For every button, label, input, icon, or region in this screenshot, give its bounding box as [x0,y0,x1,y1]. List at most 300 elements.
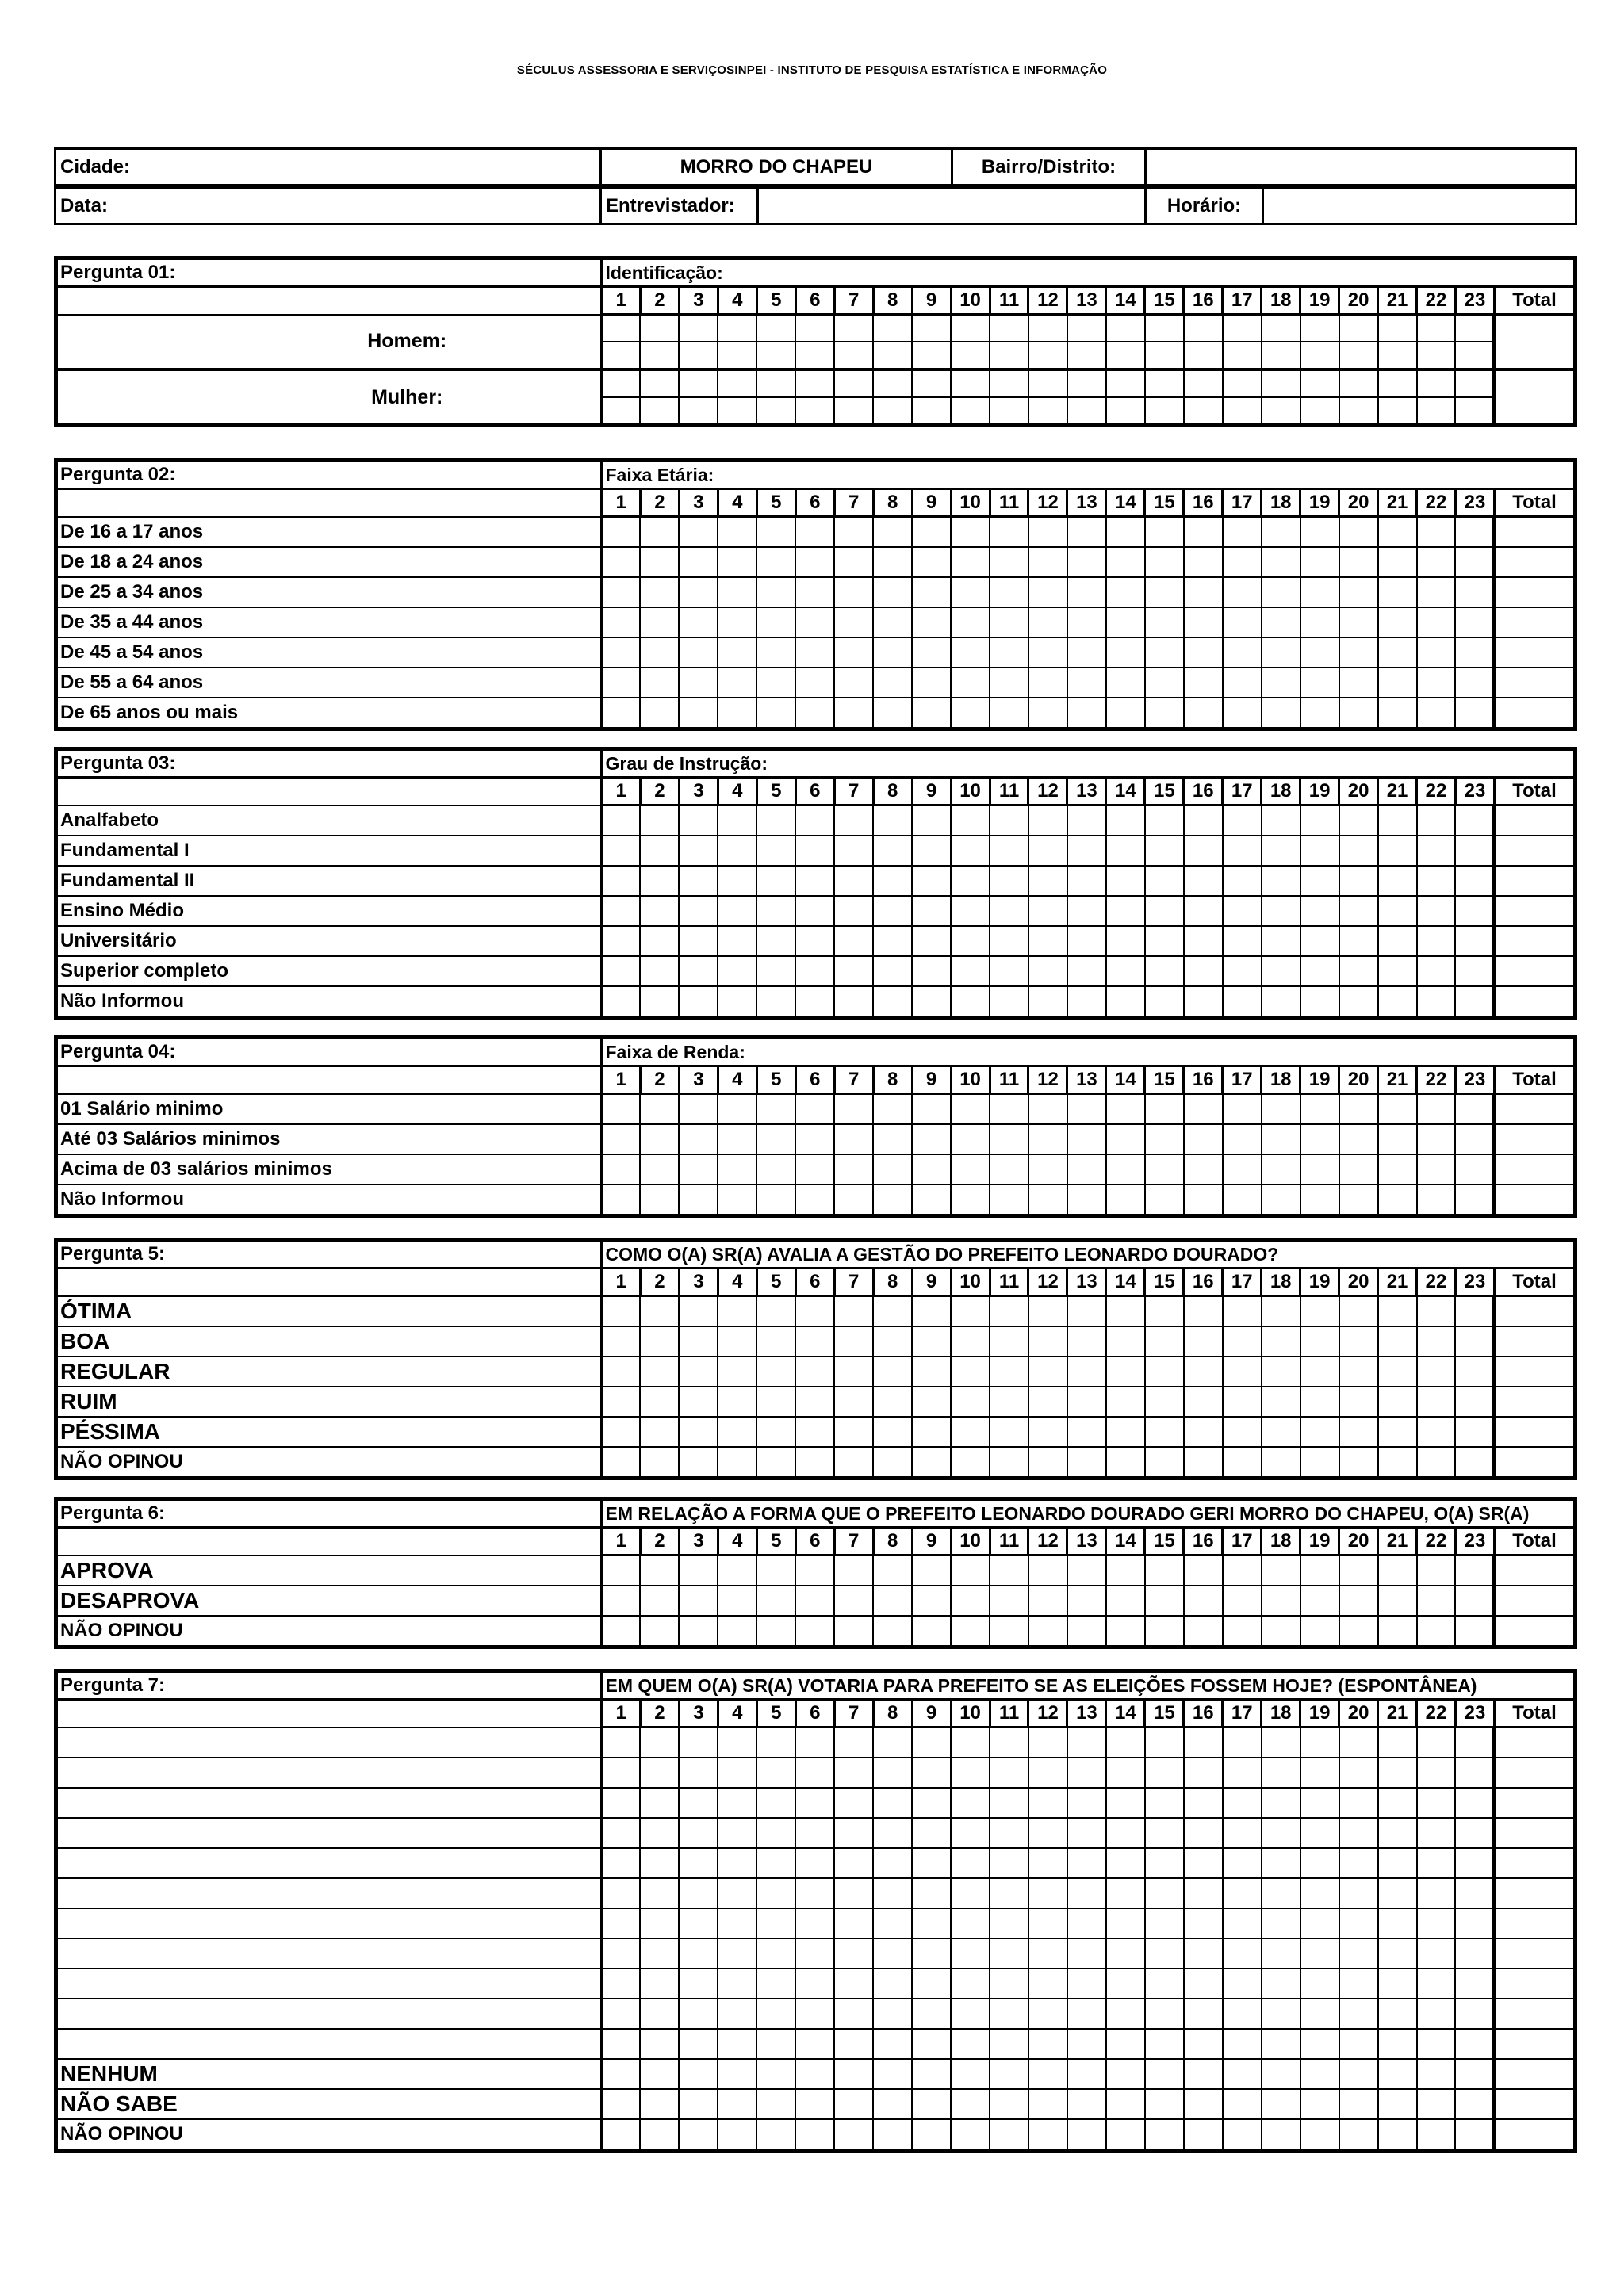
tally-cell[interactable] [1184,1616,1223,1647]
tally-cell[interactable] [718,1908,756,1938]
tally-cell[interactable] [679,1758,718,1788]
tally-cell[interactable] [1417,1969,1456,1999]
tally-cell[interactable] [756,2059,795,2089]
tally-cell[interactable] [1184,1818,1223,1848]
tally-cell[interactable] [756,1326,795,1357]
tally-cell[interactable] [834,1908,873,1938]
total-cell[interactable] [1494,1586,1575,1616]
tally-cell[interactable] [1339,956,1378,986]
tally-cell[interactable] [912,2029,951,2059]
tally-cell[interactable] [1339,2089,1378,2119]
tally-cell[interactable] [1300,342,1339,369]
tally-cell[interactable] [1184,1094,1223,1124]
tally-cell[interactable] [951,1417,990,1447]
tally-cell[interactable] [602,1556,641,1586]
tally-cell[interactable] [602,1447,641,1479]
tally-cell[interactable] [873,547,912,577]
tally-cell[interactable] [718,1556,756,1586]
tally-cell[interactable] [1028,517,1067,547]
tally-cell[interactable] [912,1969,951,1999]
tally-cell[interactable] [951,517,990,547]
tally-cell[interactable] [1184,369,1223,397]
tally-cell[interactable] [1417,1938,1456,1969]
tally-cell[interactable] [834,1124,873,1154]
tally-cell[interactable] [1145,1788,1184,1818]
tally-cell[interactable] [1145,698,1184,729]
tally-cell[interactable] [1378,1788,1417,1818]
tally-cell[interactable] [795,986,834,1018]
tally-cell[interactable] [756,637,795,668]
tally-cell[interactable] [834,1788,873,1818]
tally-cell[interactable] [1028,2029,1067,2059]
tally-cell[interactable] [602,1728,641,1758]
tally-cell[interactable] [873,1296,912,1326]
tally-cell[interactable] [1339,2029,1378,2059]
tally-cell[interactable] [718,637,756,668]
tally-cell[interactable] [1028,315,1067,342]
tally-cell[interactable] [1417,2089,1456,2119]
tally-cell[interactable] [640,607,679,637]
tally-cell[interactable] [1223,517,1262,547]
tally-cell[interactable] [990,1728,1028,1758]
tally-cell[interactable] [1028,2059,1067,2089]
tally-cell[interactable] [1145,547,1184,577]
tally-cell[interactable] [640,1969,679,1999]
tally-cell[interactable] [1106,986,1145,1018]
tally-cell[interactable] [1378,369,1417,397]
tally-cell[interactable] [1145,2119,1184,2151]
tally-cell[interactable] [602,1124,641,1154]
tally-cell[interactable] [1067,896,1106,926]
tally-cell[interactable] [1455,806,1494,836]
tally-cell[interactable] [990,1124,1028,1154]
tally-cell[interactable] [1106,2029,1145,2059]
tally-cell[interactable] [1028,1124,1067,1154]
tally-cell[interactable] [990,342,1028,369]
tally-cell[interactable] [873,1728,912,1758]
tally-cell[interactable] [951,2029,990,2059]
tally-cell[interactable] [1106,1728,1145,1758]
tally-cell[interactable] [1028,1938,1067,1969]
tally-cell[interactable] [795,1417,834,1447]
tally-cell[interactable] [679,956,718,986]
tally-cell[interactable] [718,668,756,698]
tally-cell[interactable] [834,1848,873,1878]
tally-cell[interactable] [1106,1387,1145,1417]
tally-cell[interactable] [1262,698,1300,729]
tally-cell[interactable] [1223,1758,1262,1788]
tally-cell[interactable] [1339,1616,1378,1647]
tally-cell[interactable] [1028,1878,1067,1908]
tally-cell[interactable] [1300,1586,1339,1616]
tally-cell[interactable] [795,1357,834,1387]
tally-cell[interactable] [1378,806,1417,836]
tally-cell[interactable] [1106,1296,1145,1326]
tally-cell[interactable] [1145,2029,1184,2059]
tally-cell[interactable] [951,1969,990,1999]
total-cell[interactable] [1494,956,1575,986]
tally-cell[interactable] [912,1586,951,1616]
tally-cell[interactable] [640,1938,679,1969]
tally-cell[interactable] [1455,1556,1494,1586]
tally-cell[interactable] [1028,2089,1067,2119]
total-cell[interactable] [1494,1728,1575,1758]
tally-cell[interactable] [756,577,795,607]
tally-cell[interactable] [873,1969,912,1999]
tally-cell[interactable] [756,2089,795,2119]
tally-cell[interactable] [1339,836,1378,866]
tally-cell[interactable] [602,668,641,698]
tally-cell[interactable] [640,1758,679,1788]
tally-cell[interactable] [602,1184,641,1216]
tally-cell[interactable] [1339,926,1378,956]
tally-cell[interactable] [1417,315,1456,342]
tally-cell[interactable] [1145,1124,1184,1154]
tally-cell[interactable] [1184,315,1223,342]
tally-cell[interactable] [1300,1326,1339,1357]
tally-cell[interactable] [1455,577,1494,607]
tally-cell[interactable] [602,1818,641,1848]
tally-cell[interactable] [951,668,990,698]
tally-cell[interactable] [640,698,679,729]
tally-cell[interactable] [679,1094,718,1124]
tally-cell[interactable] [1262,1296,1300,1326]
tally-cell[interactable] [679,1999,718,2029]
tally-cell[interactable] [1145,866,1184,896]
tally-cell[interactable] [1300,866,1339,896]
tally-cell[interactable] [873,577,912,607]
tally-cell[interactable] [834,1728,873,1758]
tally-cell[interactable] [1106,1938,1145,1969]
tally-cell[interactable] [834,1586,873,1616]
tally-cell[interactable] [1378,607,1417,637]
total-cell[interactable] [1494,1878,1575,1908]
tally-cell[interactable] [1300,1908,1339,1938]
tally-cell[interactable] [873,956,912,986]
tally-cell[interactable] [1223,866,1262,896]
tally-cell[interactable] [1455,698,1494,729]
tally-cell[interactable] [795,547,834,577]
tally-cell[interactable] [1067,1447,1106,1479]
tally-cell[interactable] [1417,2119,1456,2151]
tally-cell[interactable] [1028,866,1067,896]
tally-cell[interactable] [990,1326,1028,1357]
tally-cell[interactable] [756,896,795,926]
tally-cell[interactable] [990,836,1028,866]
tally-cell[interactable] [1455,315,1494,342]
tally-cell[interactable] [756,1586,795,1616]
tally-cell[interactable] [1145,1908,1184,1938]
tally-cell[interactable] [1184,1848,1223,1878]
tally-cell[interactable] [756,1908,795,1938]
tally-cell[interactable] [1106,1878,1145,1908]
tally-cell[interactable] [1067,2029,1106,2059]
tally-cell[interactable] [990,806,1028,836]
tally-cell[interactable] [756,1184,795,1216]
total-cell[interactable] [1494,866,1575,896]
tally-cell[interactable] [912,1387,951,1417]
tally-cell[interactable] [1262,369,1300,397]
tally-cell[interactable] [990,1154,1028,1184]
tally-cell[interactable] [1106,896,1145,926]
tally-cell[interactable] [834,1758,873,1788]
tally-cell[interactable] [1184,896,1223,926]
tally-cell[interactable] [990,1447,1028,1479]
tally-cell[interactable] [1262,926,1300,956]
total-cell[interactable] [1494,1848,1575,1878]
tally-cell[interactable] [1262,1586,1300,1616]
tally-cell[interactable] [1106,577,1145,607]
tally-cell[interactable] [1378,1758,1417,1788]
tally-cell[interactable] [1223,1586,1262,1616]
tally-cell[interactable] [1028,1417,1067,1447]
tally-cell[interactable] [1145,1357,1184,1387]
tally-cell[interactable] [1339,1788,1378,1818]
tally-cell[interactable] [718,1788,756,1818]
tally-cell[interactable] [1262,1094,1300,1124]
tally-cell[interactable] [951,836,990,866]
tally-cell[interactable] [1455,896,1494,926]
tally-cell[interactable] [1067,1184,1106,1216]
tally-cell[interactable] [1262,2089,1300,2119]
tally-cell[interactable] [834,369,873,397]
tally-cell[interactable] [834,2029,873,2059]
tally-cell[interactable] [912,2059,951,2089]
total-cell[interactable] [1494,637,1575,668]
tally-cell[interactable] [1455,547,1494,577]
tally-cell[interactable] [640,2089,679,2119]
tally-cell[interactable] [756,1788,795,1818]
tally-cell[interactable] [1223,607,1262,637]
tally-cell[interactable] [1184,1417,1223,1447]
tally-cell[interactable] [1223,668,1262,698]
tally-cell[interactable] [679,698,718,729]
tally-cell[interactable] [912,836,951,866]
tally-cell[interactable] [1378,637,1417,668]
tally-cell[interactable] [756,1447,795,1479]
tally-cell[interactable] [1184,1758,1223,1788]
tally-cell[interactable] [951,806,990,836]
tally-cell[interactable] [1028,1908,1067,1938]
total-cell[interactable] [1494,1788,1575,1818]
tally-cell[interactable] [718,1758,756,1788]
tally-cell[interactable] [1262,547,1300,577]
tally-cell[interactable] [756,1758,795,1788]
tally-cell[interactable] [1067,1586,1106,1616]
tally-cell[interactable] [1145,1556,1184,1586]
tally-cell[interactable] [1300,1124,1339,1154]
tally-cell[interactable] [990,1818,1028,1848]
tally-cell[interactable] [795,1586,834,1616]
tally-cell[interactable] [1378,668,1417,698]
tally-cell[interactable] [1028,836,1067,866]
total-cell[interactable] [1494,1556,1575,1586]
tally-cell[interactable] [795,896,834,926]
tally-cell[interactable] [1184,698,1223,729]
tally-cell[interactable] [1417,1999,1456,2029]
tally-cell[interactable] [1067,1999,1106,2029]
tally-cell[interactable] [912,1417,951,1447]
tally-cell[interactable] [795,836,834,866]
tally-cell[interactable] [1455,866,1494,896]
tally-cell[interactable] [795,1848,834,1878]
tally-cell[interactable] [990,315,1028,342]
tally-cell[interactable] [951,397,990,426]
horario-field[interactable] [1263,188,1576,224]
tally-cell[interactable] [1184,397,1223,426]
tally-cell[interactable] [1223,2029,1262,2059]
tally-cell[interactable] [912,607,951,637]
tally-cell[interactable] [718,1878,756,1908]
tally-cell[interactable] [795,1296,834,1326]
tally-cell[interactable] [1455,342,1494,369]
tally-cell[interactable] [990,1417,1028,1447]
tally-cell[interactable] [912,1326,951,1357]
tally-cell[interactable] [679,1788,718,1818]
tally-cell[interactable] [1067,315,1106,342]
tally-cell[interactable] [1262,1154,1300,1184]
tally-cell[interactable] [1262,1999,1300,2029]
tally-cell[interactable] [1262,1616,1300,1647]
tally-cell[interactable] [756,547,795,577]
tally-cell[interactable] [1262,836,1300,866]
tally-cell[interactable] [1300,1728,1339,1758]
tally-cell[interactable] [990,2029,1028,2059]
tally-cell[interactable] [640,1326,679,1357]
tally-cell[interactable] [951,1999,990,2029]
tally-cell[interactable] [679,1296,718,1326]
tally-cell[interactable] [1106,2119,1145,2151]
tally-cell[interactable] [1067,2089,1106,2119]
tally-cell[interactable] [1300,956,1339,986]
tally-cell[interactable] [1067,806,1106,836]
tally-cell[interactable] [602,1848,641,1878]
tally-cell[interactable] [1378,2029,1417,2059]
tally-cell[interactable] [1106,397,1145,426]
tally-cell[interactable] [1106,1818,1145,1848]
tally-cell[interactable] [990,1586,1028,1616]
tally-cell[interactable] [640,926,679,956]
tally-cell[interactable] [640,1387,679,1417]
tally-cell[interactable] [718,1728,756,1758]
tally-cell[interactable] [1262,1184,1300,1216]
tally-cell[interactable] [1223,1908,1262,1938]
tally-cell[interactable] [1223,1326,1262,1357]
tally-cell[interactable] [1300,1969,1339,1999]
tally-cell[interactable] [640,1094,679,1124]
tally-cell[interactable] [1262,397,1300,426]
tally-cell[interactable] [1106,1788,1145,1818]
tally-cell[interactable] [679,1357,718,1387]
tally-cell[interactable] [873,637,912,668]
tally-cell[interactable] [912,1848,951,1878]
tally-cell[interactable] [873,1387,912,1417]
tally-cell[interactable] [1028,1999,1067,2029]
tally-cell[interactable] [1223,1728,1262,1758]
tally-cell[interactable] [873,926,912,956]
tally-cell[interactable] [1300,1616,1339,1647]
tally-cell[interactable] [718,369,756,397]
tally-cell[interactable] [1339,1878,1378,1908]
tally-cell[interactable] [1300,1387,1339,1417]
tally-cell[interactable] [990,1788,1028,1818]
tally-cell[interactable] [834,2119,873,2151]
tally-cell[interactable] [834,1938,873,1969]
tally-cell[interactable] [912,1938,951,1969]
tally-cell[interactable] [602,637,641,668]
tally-cell[interactable] [1145,836,1184,866]
tally-cell[interactable] [1028,1728,1067,1758]
tally-cell[interactable] [912,1357,951,1387]
tally-cell[interactable] [1378,2089,1417,2119]
tally-cell[interactable] [873,1417,912,1447]
tally-cell[interactable] [1106,668,1145,698]
tally-cell[interactable] [990,1969,1028,1999]
total-cell[interactable] [1494,698,1575,729]
tally-cell[interactable] [1184,1184,1223,1216]
tally-cell[interactable] [873,1758,912,1788]
tally-cell[interactable] [1184,2089,1223,2119]
tally-cell[interactable] [1184,1999,1223,2029]
tally-cell[interactable] [1455,668,1494,698]
tally-cell[interactable] [795,2059,834,2089]
tally-cell[interactable] [756,1728,795,1758]
tally-cell[interactable] [1455,1184,1494,1216]
tally-cell[interactable] [951,1296,990,1326]
tally-cell[interactable] [718,1124,756,1154]
tally-cell[interactable] [990,1878,1028,1908]
tally-cell[interactable] [1262,1788,1300,1818]
tally-cell[interactable] [795,1124,834,1154]
tally-cell[interactable] [602,926,641,956]
tally-cell[interactable] [1378,1616,1417,1647]
tally-cell[interactable] [1417,1728,1456,1758]
tally-cell[interactable] [912,1556,951,1586]
tally-cell[interactable] [1106,2059,1145,2089]
tally-cell[interactable] [951,926,990,956]
tally-cell[interactable] [1262,517,1300,547]
tally-cell[interactable] [834,836,873,866]
tally-cell[interactable] [912,866,951,896]
tally-cell[interactable] [834,1447,873,1479]
tally-cell[interactable] [679,1124,718,1154]
tally-cell[interactable] [912,1728,951,1758]
tally-cell[interactable] [951,1938,990,1969]
tally-cell[interactable] [756,2119,795,2151]
tally-cell[interactable] [990,1848,1028,1878]
tally-cell[interactable] [1455,1417,1494,1447]
tally-cell[interactable] [1106,2089,1145,2119]
tally-cell[interactable] [602,806,641,836]
tally-cell[interactable] [1028,342,1067,369]
tally-cell[interactable] [679,1387,718,1417]
tally-cell[interactable] [834,1357,873,1387]
tally-cell[interactable] [640,836,679,866]
tally-cell[interactable] [1145,397,1184,426]
tally-cell[interactable] [1262,637,1300,668]
tally-cell[interactable] [990,517,1028,547]
tally-cell[interactable] [1417,2029,1456,2059]
tally-cell[interactable] [718,1296,756,1326]
tally-cell[interactable] [718,956,756,986]
tally-cell[interactable] [834,1184,873,1216]
tally-cell[interactable] [834,342,873,369]
tally-cell[interactable] [640,1447,679,1479]
tally-cell[interactable] [679,1417,718,1447]
tally-cell[interactable] [1223,1818,1262,1848]
tally-cell[interactable] [951,1758,990,1788]
tally-cell[interactable] [640,1586,679,1616]
